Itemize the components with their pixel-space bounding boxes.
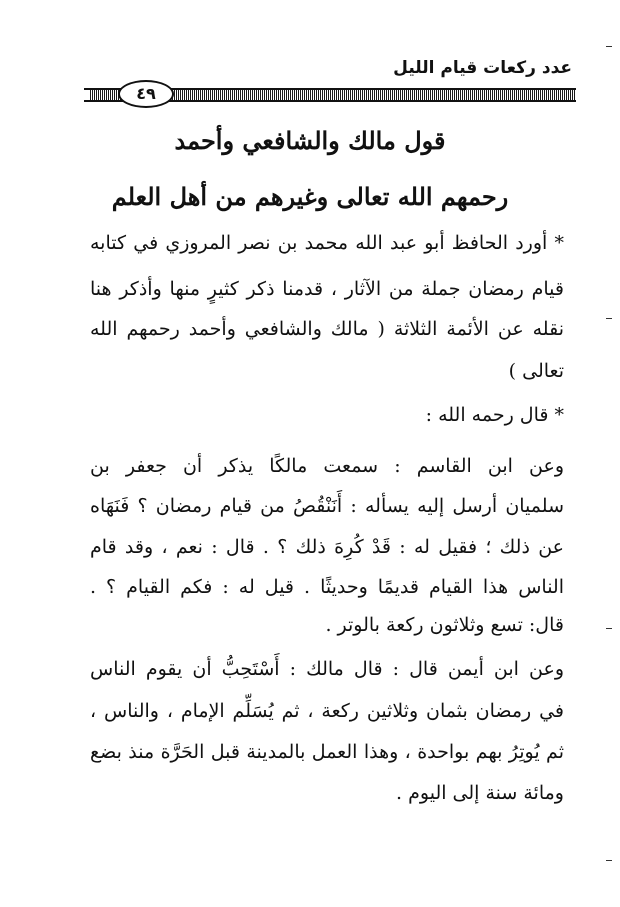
running-title: عدد ركعات قيام الليل [393,58,572,78]
paragraph-line: سلميان أرسل إليه يسأله : أَنَنْقُصُ من قيام رمضان ؟ فَنَهَاه [90,495,564,517]
paragraph-line: تعالى ) [508,360,564,382]
paragraph-line: في رمضان بثمان وثلاثين ركعة ، ثم يُسَلِّم الإمام ، والناس ، [90,700,564,722]
paragraph-line: قال: تسع وثلاثون ركعة بالوتر . [325,614,564,636]
paragraph-line: عن ذلك ؛ فقيل له : قَدْ كُرِهَ ذلك ؟ . قال : نعم ، وقد قام [90,536,564,558]
paragraph-line: * أورد الحافظ أبو عبد الله محمد بن نصر المروزي في كتابه [90,232,564,254]
paragraph-line: قيام رمضان جملة من الآثار ، قدمنا ذكر كثيرٍ منها وأذكر هنا [90,278,564,300]
margin-mark [606,46,612,47]
paragraph-line: ثم يُوتِرُ بهم بواحدة ، وهذا العمل بالمدينة قبل الحَرَّة منذ بضع [90,741,564,763]
section-heading-line-1: قول مالك والشافعي وأحمد [174,126,446,155]
margin-mark [606,318,612,319]
margin-mark [606,860,612,861]
paragraph-line: الناس هذا القيام قديمًا وحديثًا . قيل له : فكم القيام ؟ . [90,576,564,598]
paragraph-line: وعن ابن القاسم : سمعت مالكًا يذكر أن جعفر بن [90,455,564,477]
paragraph-line: ومائة سنة إلى اليوم . [396,782,564,804]
margin-mark [606,628,612,629]
paragraph-line: * قال رحمه الله : [425,404,564,426]
paragraph-line: وعن ابن أيمن قال : قال مالك : أَسْتَحِبُّ أن يقوم الناس [90,658,564,680]
page-number: ٤٩ [118,80,174,108]
paragraph-line: نقله عن الأئمة الثلاثة ( مالك والشافعي وأحمد رحمهم الله [90,318,564,340]
section-heading-line-2: رحمهم الله تعالى وغيرهم من أهل العلم [111,182,509,211]
